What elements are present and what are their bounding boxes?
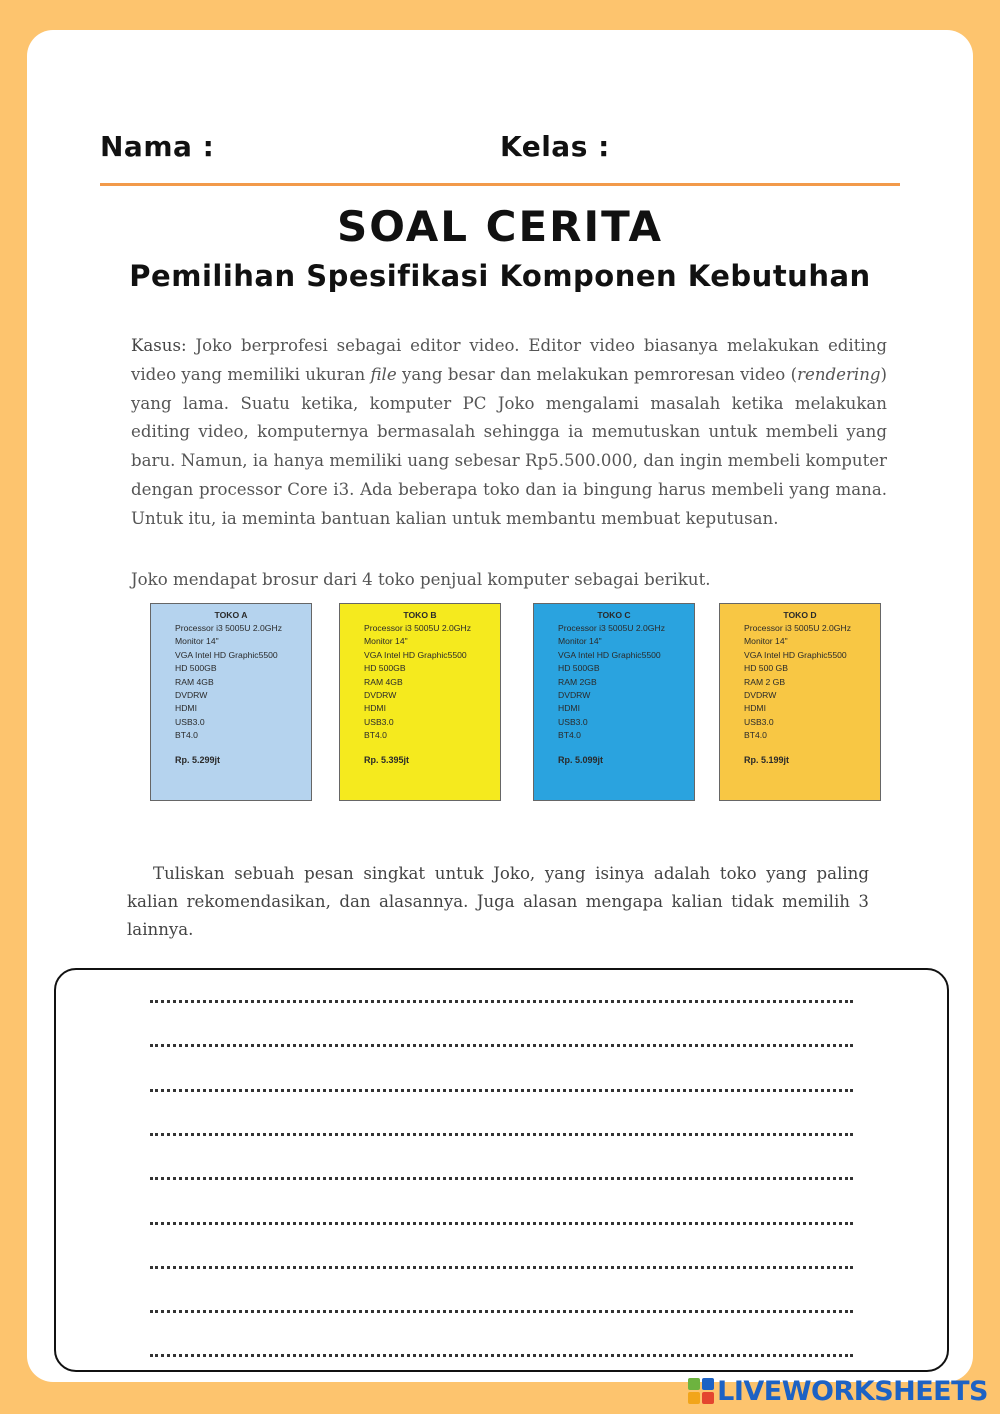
store-spec: HDMI xyxy=(558,703,580,714)
answer-line[interactable] xyxy=(150,1310,853,1313)
store-price: Rp. 5.099jt xyxy=(558,754,604,765)
store-spec: Monitor 14" xyxy=(558,636,602,647)
store-spec: RAM 2GB xyxy=(558,676,597,687)
store-spec: HDMI xyxy=(744,703,766,714)
store-spec: HD 500GB xyxy=(364,663,406,674)
store-name: TOKO B xyxy=(403,610,437,620)
case-lead: Kasus: xyxy=(131,336,187,355)
store-spec: Processor i3 5005U 2.0GHz xyxy=(558,623,665,633)
student-info-row xyxy=(100,130,900,170)
store-price: Rp. 5.299jt xyxy=(175,754,221,765)
header-divider xyxy=(100,183,900,186)
store-spec: RAM 4GB xyxy=(364,676,403,687)
answer-line[interactable] xyxy=(150,1000,853,1003)
nama-label: Nama : xyxy=(100,130,215,163)
store-spec: HDMI xyxy=(175,703,197,714)
store-spec: HD 500GB xyxy=(175,663,217,674)
store-spec: Monitor 14" xyxy=(364,636,408,647)
page-title: SOAL CERITA xyxy=(336,202,664,251)
store-spec: USB3.0 xyxy=(175,716,205,727)
store-spec: DVDRW xyxy=(744,690,777,701)
store-spec: RAM 4GB xyxy=(175,676,214,687)
store-spec: Processor i3 5005U 2.0GHz xyxy=(175,623,282,633)
answer-line[interactable] xyxy=(150,1266,853,1269)
store-spec: Processor i3 5005U 2.0GHz xyxy=(744,623,851,633)
store-spec: BT4.0 xyxy=(175,730,198,741)
worksheet-page xyxy=(27,30,973,1382)
store-spec: Monitor 14" xyxy=(744,636,788,647)
store-name: TOKO A xyxy=(214,610,248,620)
store-spec: BT4.0 xyxy=(558,730,581,741)
store-spec: Monitor 14" xyxy=(175,636,219,647)
store-spec: DVDRW xyxy=(558,690,591,701)
store-spec: Processor i3 5005U 2.0GHz xyxy=(364,623,471,633)
case-text-3: ) yang lama. Suatu ketika, komputer PC Joko mengalami masalah ketika melakukan editing video, komputernya bermasalah sehingga ia memutuskan untuk membeli yang baru. Namun, ia hanya memiliki uang sebesar Rp5.500.000, dan ingin membeli komputer dengan processor Core i3. Ada beberapa toko dan ia bingung harus membeli yang mana. Untuk itu, ia meminta bantuan kalian untuk membantu membuat keputusan. xyxy=(131,364,887,528)
store-card xyxy=(533,603,695,801)
store-spec: HD 500 GB xyxy=(744,663,788,674)
store-spec: BT4.0 xyxy=(744,730,767,741)
store-spec: DVDRW xyxy=(175,690,208,701)
answer-line[interactable] xyxy=(150,1133,853,1136)
answer-line[interactable] xyxy=(150,1089,853,1092)
case-text-rendering: rendering xyxy=(797,364,881,384)
case-text-file: file xyxy=(370,364,397,384)
brochure-intro: Joko mendapat brosur dari 4 toko penjual komputer sebagai berikut. xyxy=(131,570,711,589)
store-spec: USB3.0 xyxy=(364,716,394,727)
page-subtitle: Pemilihan Spesifikasi Komponen Kebutuhan xyxy=(129,259,871,293)
store-card xyxy=(150,603,312,801)
store-spec: VGA Intel HD Graphic5500 xyxy=(744,649,847,660)
store-card xyxy=(719,603,881,801)
case-text-2: yang besar dan melakukan pemroresan video ( xyxy=(396,364,798,384)
store-card xyxy=(339,603,501,801)
answer-line[interactable] xyxy=(150,1044,853,1047)
answer-line[interactable] xyxy=(150,1222,853,1225)
store-price: Rp. 5.395jt xyxy=(364,754,410,765)
task-instruction: Tuliskan sebuah pesan singkat untuk Joko, yang isinya adalah toko yang paling kalian rekomendasikan, dan alasannya. Juga alasan mengapa kalian tidak memilih 3 lainnya. xyxy=(127,864,869,939)
case-text-1: Joko berprofesi sebagai editor video. Editor video biasanya melakukan editing video yang memiliki ukuran xyxy=(131,336,887,384)
answer-line[interactable] xyxy=(150,1177,853,1180)
store-spec: DVDRW xyxy=(364,690,397,701)
store-spec: VGA Intel HD Graphic5500 xyxy=(364,649,467,660)
case-paragraph xyxy=(131,332,887,534)
liveworksheets-logo xyxy=(688,1374,988,1408)
kelas-label: Kelas : xyxy=(500,130,610,163)
answer-box[interactable] xyxy=(54,968,949,1372)
store-spec: USB3.0 xyxy=(558,716,588,727)
store-spec: RAM 2 GB xyxy=(744,676,786,687)
store-spec: VGA Intel HD Graphic5500 xyxy=(175,649,278,660)
store-spec: HD 500GB xyxy=(558,663,600,674)
answer-line[interactable] xyxy=(150,1354,853,1357)
store-spec: VGA Intel HD Graphic5500 xyxy=(558,649,661,660)
store-name: TOKO C xyxy=(597,610,631,620)
store-spec: USB3.0 xyxy=(744,716,774,727)
store-spec: BT4.0 xyxy=(364,730,387,741)
store-price: Rp. 5.199jt xyxy=(744,754,790,765)
liveworksheets-icon xyxy=(688,1378,714,1404)
store-name: TOKO D xyxy=(783,610,817,620)
store-spec: HDMI xyxy=(364,703,386,714)
brand-name: LIVEWORKSHEETS xyxy=(717,1375,988,1407)
